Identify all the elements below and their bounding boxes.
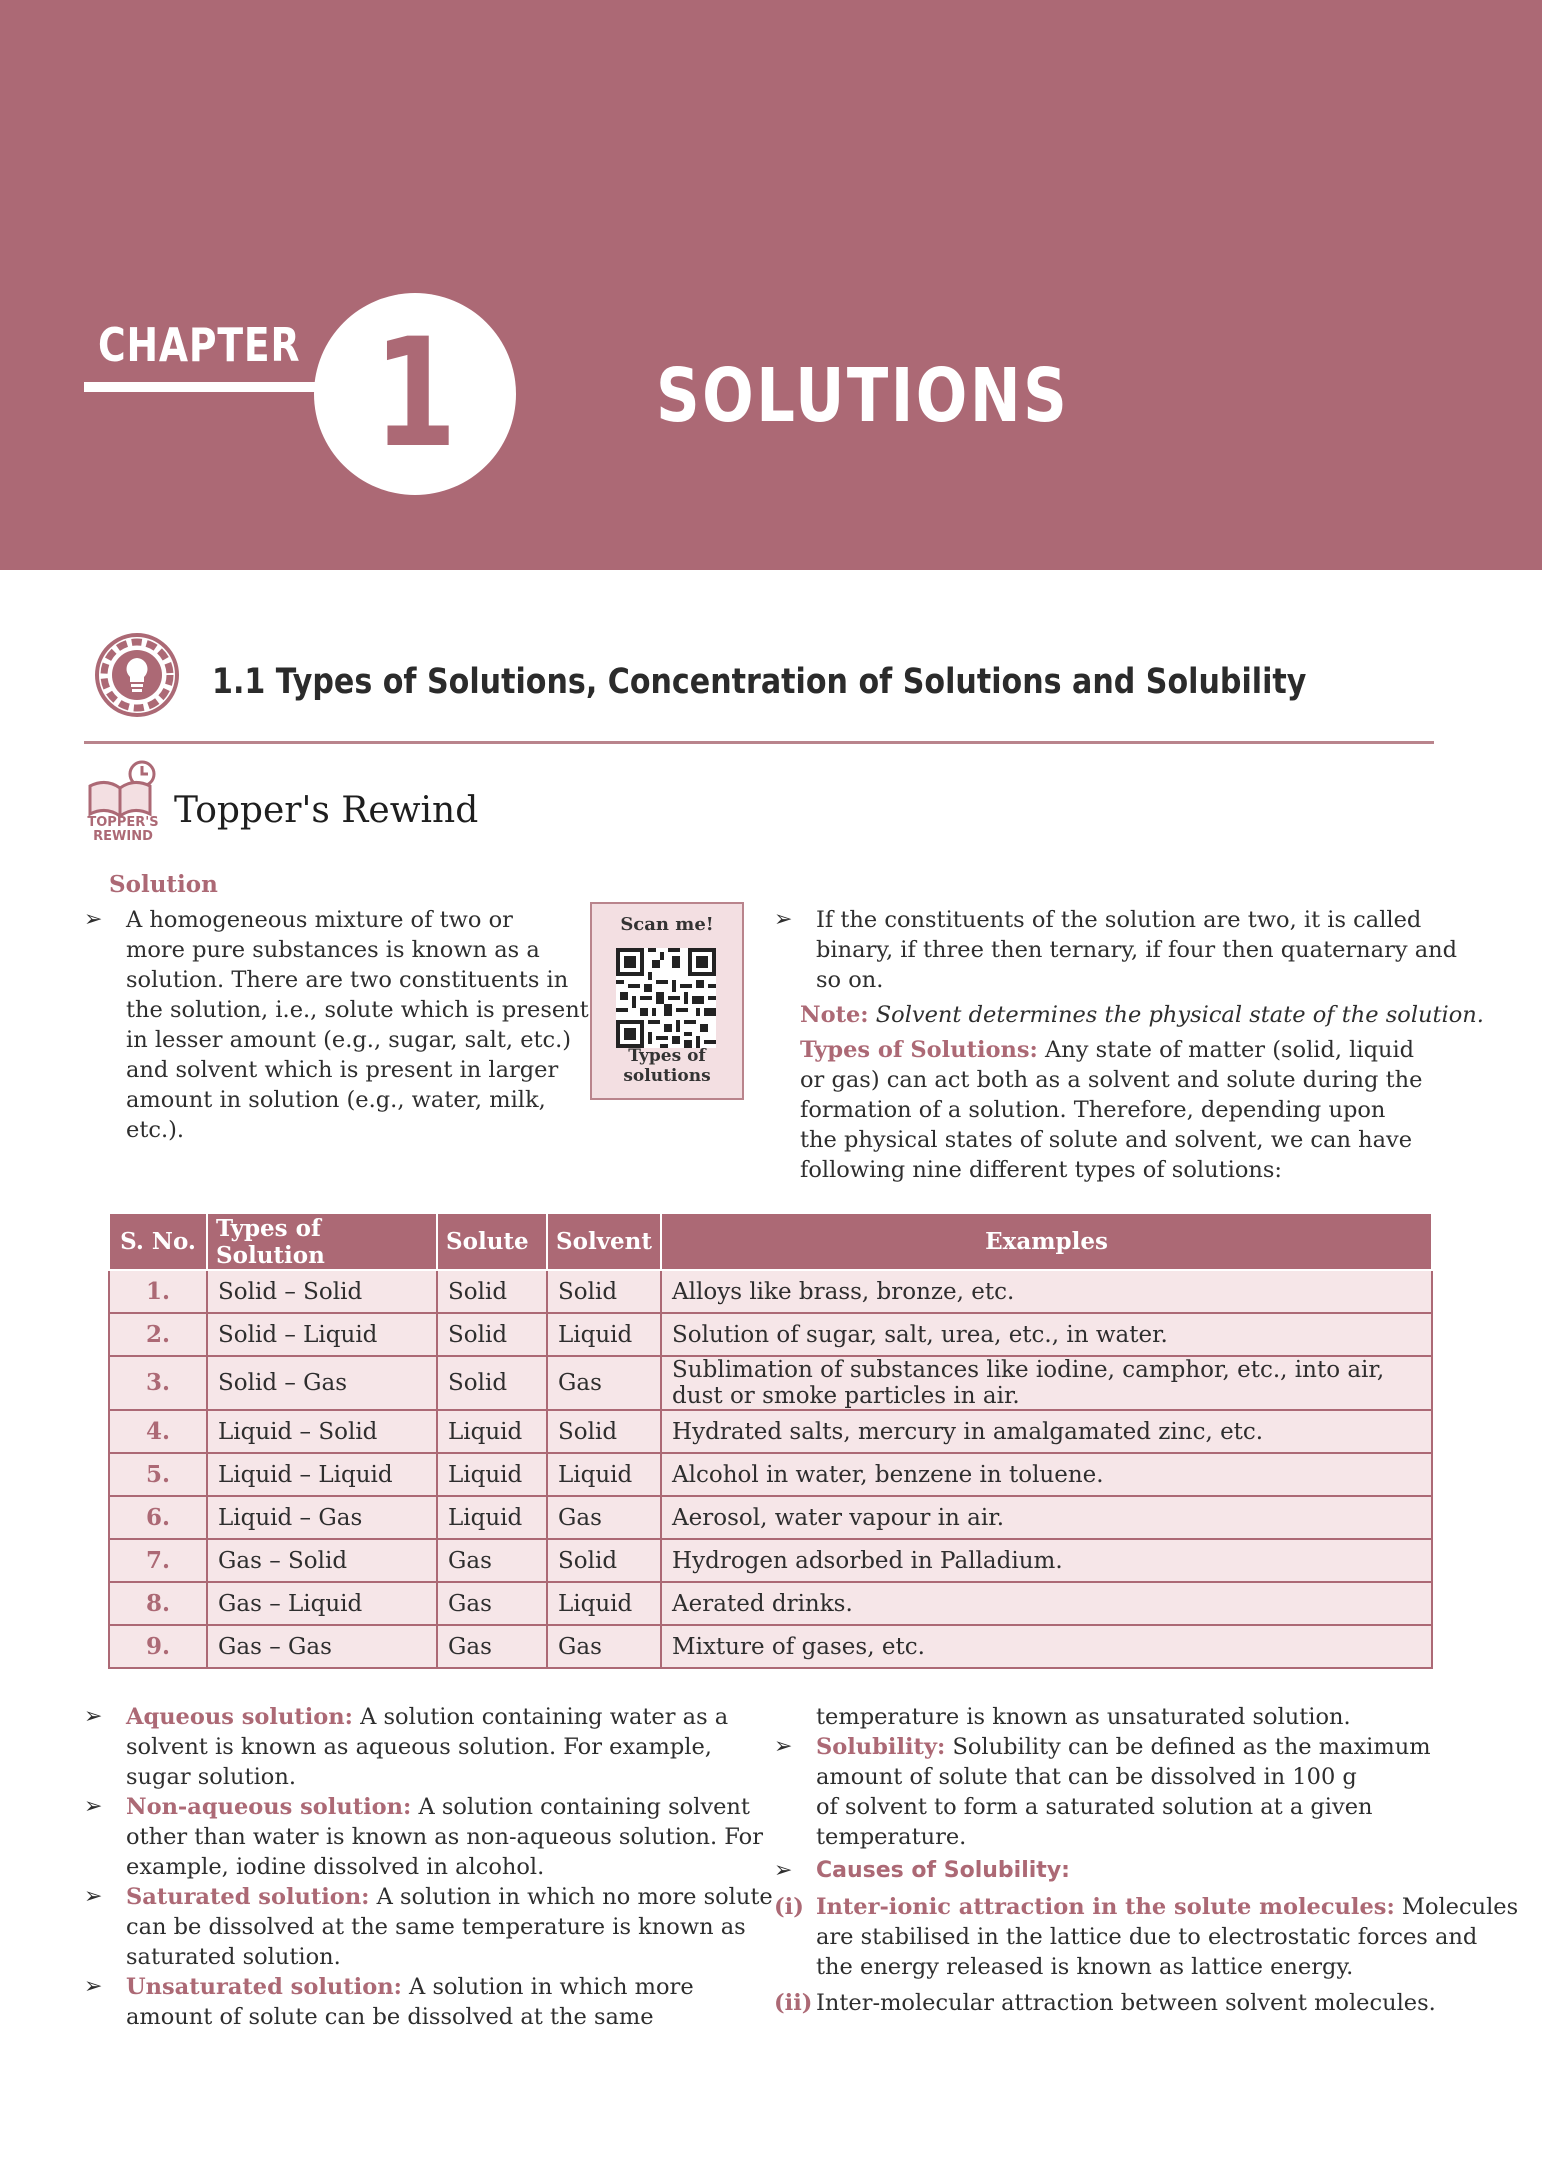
cell-solute: Liquid: [437, 1496, 547, 1539]
scan-caption: [592, 1046, 742, 1086]
cell-solvent: Gas: [547, 1356, 661, 1410]
table-row: [109, 1496, 1432, 1539]
cell-solute: Gas: [437, 1625, 547, 1668]
col-header-examples: Examples: [661, 1213, 1432, 1270]
chapter-number-badge: [314, 293, 516, 495]
binary-ternary-text: [816, 905, 1457, 995]
cell-example: Hydrogen adsorbed in Palladium.: [661, 1539, 1432, 1582]
note-line: [800, 1000, 1484, 1030]
cell-sno: 5.: [109, 1453, 207, 1496]
cell-solute: Solid: [437, 1270, 547, 1313]
solution-heading: Solution: [109, 871, 218, 898]
text-line: in lesser amount (e.g., sugar, salt, etc.): [126, 1027, 572, 1053]
solution-definition: [126, 905, 589, 1145]
types-label: Types of Solutions:: [800, 1037, 1038, 1063]
solubility-text: [816, 1732, 1431, 1852]
arrow-bullet-icon: ➢: [84, 1974, 103, 1999]
cell-example: Aerated drinks.: [661, 1582, 1432, 1625]
table-row: [109, 1539, 1432, 1582]
cell-type: Gas – Solid: [207, 1539, 437, 1582]
types-of-solutions-paragraph: [800, 1035, 1422, 1185]
table-row: [109, 1356, 1432, 1410]
table-row: [109, 1270, 1432, 1313]
cell-solute: Liquid: [437, 1453, 547, 1496]
cell-solute: Solid: [437, 1313, 547, 1356]
text-line: amount in solution (e.g., water, milk,: [126, 1087, 546, 1113]
cell-example: Hydrated salts, mercury in amalgamated zinc, etc.: [661, 1410, 1432, 1453]
aqueous-solution-text: [126, 1702, 728, 1792]
table-header-row: [109, 1213, 1432, 1270]
arrow-bullet-icon: ➢: [774, 1858, 793, 1883]
rewind-title: Topper's Rewind: [174, 790, 479, 831]
cause-i-label: Inter-ionic attraction in the solute molecules:: [816, 1894, 1395, 1920]
types-first-line: Any state of matter (solid, liquid: [1037, 1037, 1415, 1063]
chapter-rule: [84, 382, 334, 392]
text-line: solution. There are two constituents in: [126, 967, 569, 993]
col-header-type: Types of Solution: [207, 1213, 437, 1270]
cell-example: Alcohol in water, benzene in toluene.: [661, 1453, 1432, 1496]
lightbulb-gear-icon: [94, 632, 180, 718]
text-line: temperature.: [816, 1824, 967, 1850]
text-line: saturated solution.: [126, 1944, 341, 1970]
text-line: A solution containing solvent: [411, 1794, 750, 1820]
cell-sno: 8.: [109, 1582, 207, 1625]
qr-code-icon[interactable]: [616, 948, 716, 1048]
text-line: amount of solute that can be dissolved in 100 g: [816, 1764, 1357, 1790]
cell-sno: 3.: [109, 1356, 207, 1410]
text-line: Molecules: [1394, 1894, 1519, 1920]
unsaturated-solution-text: [126, 1972, 694, 2032]
cell-example: Solution of sugar, salt, urea, etc., in water.: [661, 1313, 1432, 1356]
chapter-title: SOLUTIONS: [656, 353, 1070, 439]
section-divider: [84, 741, 1434, 744]
cell-type: Solid – Liquid: [207, 1313, 437, 1356]
cell-solvent: Gas: [547, 1496, 661, 1539]
cell-sno: 1.: [109, 1270, 207, 1313]
scan-caption-line-1: Types of: [628, 1046, 706, 1066]
cell-solvent: Gas: [547, 1625, 661, 1668]
solubility-label: Solubility:: [816, 1734, 946, 1760]
col-header-solute: Solute: [437, 1213, 547, 1270]
cell-solute: Gas: [437, 1582, 547, 1625]
cause-i-text: [816, 1892, 1518, 1982]
cell-example: Mixture of gases, etc.: [661, 1625, 1432, 1668]
cell-solvent: Solid: [547, 1539, 661, 1582]
cell-solvent: Liquid: [547, 1453, 661, 1496]
cause-ii-text: Inter-molecular attraction between solvent molecules.: [816, 1990, 1436, 2016]
aqueous-label: Aqueous solution:: [126, 1704, 353, 1730]
text-line: and solvent which is present in larger: [126, 1057, 559, 1083]
cell-type: Gas – Gas: [207, 1625, 437, 1668]
cell-example: Alloys like brass, bronze, etc.: [661, 1270, 1432, 1313]
text-line: can be dissolved at the same temperature is known as: [126, 1914, 746, 1940]
table-row: [109, 1625, 1432, 1668]
cell-example: Aerosol, water vapour in air.: [661, 1496, 1432, 1539]
text-line: the solution, i.e., solute which is present: [126, 997, 589, 1023]
scan-title: Scan me!: [620, 914, 714, 935]
text-line: other than water is known as non-aqueous solution. For: [126, 1824, 763, 1850]
cell-solvent: Liquid: [547, 1313, 661, 1356]
arrow-bullet-icon: ➢: [774, 907, 793, 932]
chapter-banner: [0, 0, 1542, 570]
text-line: the physical states of solute and solvent, we can have: [800, 1127, 1413, 1153]
table-row: [109, 1582, 1432, 1625]
cell-solute: Liquid: [437, 1410, 547, 1453]
text-line: amount of solute can be dissolved at the same: [126, 2004, 654, 2030]
cell-sno: 4.: [109, 1410, 207, 1453]
cell-solvent: Liquid: [547, 1582, 661, 1625]
text-line: so on.: [816, 967, 884, 993]
cell-type: Solid – Solid: [207, 1270, 437, 1313]
table-row: [109, 1453, 1432, 1496]
non-aqueous-label: Non-aqueous solution:: [126, 1794, 412, 1820]
cell-solute: Gas: [437, 1539, 547, 1582]
rewind-label-line-2: REWIND: [93, 829, 153, 844]
arrow-bullet-icon: ➢: [84, 1704, 103, 1729]
cause-ii-number: (ii): [774, 1990, 813, 2016]
text-line: are stabilised in the lattice due to electrostatic forces and: [816, 1924, 1478, 1950]
cell-type: Solid – Gas: [207, 1356, 437, 1410]
qr-scan-box[interactable]: [590, 902, 744, 1100]
saturated-label: Saturated solution:: [126, 1884, 370, 1910]
arrow-bullet-icon: ➢: [84, 1884, 103, 1909]
text-line: If the constituents of the solution are two, it is called: [816, 907, 1422, 933]
cause-i-number: (i): [774, 1894, 804, 1920]
cell-type: Liquid – Solid: [207, 1410, 437, 1453]
text-line: A solution in which more: [401, 1974, 694, 2000]
text-line: sugar solution.: [126, 1764, 296, 1790]
cell-sno: 2.: [109, 1313, 207, 1356]
note-label: Note:: [800, 1002, 869, 1028]
non-aqueous-solution-text: [126, 1792, 763, 1882]
chapter-number: 1: [373, 307, 457, 481]
cell-sno: 7.: [109, 1539, 207, 1582]
unsaturated-continuation: temperature is known as unsaturated solution.: [816, 1704, 1351, 1730]
causes-of-solubility-heading: Causes of Solubility:: [816, 1858, 1070, 1883]
text-line: or gas) can act both as a solvent and solute during the: [800, 1067, 1423, 1093]
scan-caption-line-2: solutions: [623, 1066, 711, 1086]
text-line: binary, if three then ternary, if four then quaternary and: [816, 937, 1458, 963]
table-row: [109, 1313, 1432, 1356]
col-header-solvent: Solvent: [547, 1213, 661, 1270]
text-line: A homogeneous mixture of two or: [126, 907, 513, 933]
text-line: more pure substances is known as a: [126, 937, 540, 963]
text-line: A solution containing water as a: [352, 1704, 729, 1730]
arrow-bullet-icon: ➢: [84, 1794, 103, 1819]
saturated-solution-text: [126, 1882, 773, 1972]
note-text: Solvent determines the physical state of the solution.: [868, 1002, 1484, 1028]
text-line: solvent is known as aqueous solution. For example,: [126, 1734, 712, 1760]
section-heading: 1.1 Types of Solutions, Concentration of Solutions and Solubility: [212, 662, 1307, 702]
text-line: A solution in which no more solute: [369, 1884, 773, 1910]
cell-solvent: Solid: [547, 1410, 661, 1453]
unsaturated-label: Unsaturated solution:: [126, 1974, 402, 2000]
chapter-label: CHAPTER: [98, 318, 301, 372]
cell-sno: 6.: [109, 1496, 207, 1539]
rewind-label-line-1: TOPPER'S: [87, 815, 159, 830]
cell-type: Liquid – Liquid: [207, 1453, 437, 1496]
text-line: etc.).: [126, 1117, 185, 1143]
types-of-solutions-table: [108, 1212, 1433, 1669]
cell-sno: 9.: [109, 1625, 207, 1668]
cell-solute: Solid: [437, 1356, 547, 1410]
arrow-bullet-icon: ➢: [84, 907, 103, 932]
cell-type: Liquid – Gas: [207, 1496, 437, 1539]
text-line: the energy released is known as lattice energy.: [816, 1954, 1354, 1980]
text-line: following nine different types of solutions:: [800, 1157, 1282, 1183]
text-line: Solubility can be defined as the maximum: [945, 1734, 1431, 1760]
text-line: example, iodine dissolved in alcohol.: [126, 1854, 545, 1880]
cell-solvent: Solid: [547, 1270, 661, 1313]
cell-example: Sublimation of substances like iodine, camphor, etc., into air, dust or smoke particles in air.: [661, 1356, 1432, 1410]
cell-type: Gas – Liquid: [207, 1582, 437, 1625]
arrow-bullet-icon: ➢: [774, 1734, 793, 1759]
rewind-icon-label: [82, 816, 164, 844]
table-row: [109, 1410, 1432, 1453]
text-line: of solvent to form a saturated solution at a given: [816, 1794, 1373, 1820]
col-header-sno: S. No.: [109, 1213, 207, 1270]
text-line: formation of a solution. Therefore, depending upon: [800, 1097, 1386, 1123]
